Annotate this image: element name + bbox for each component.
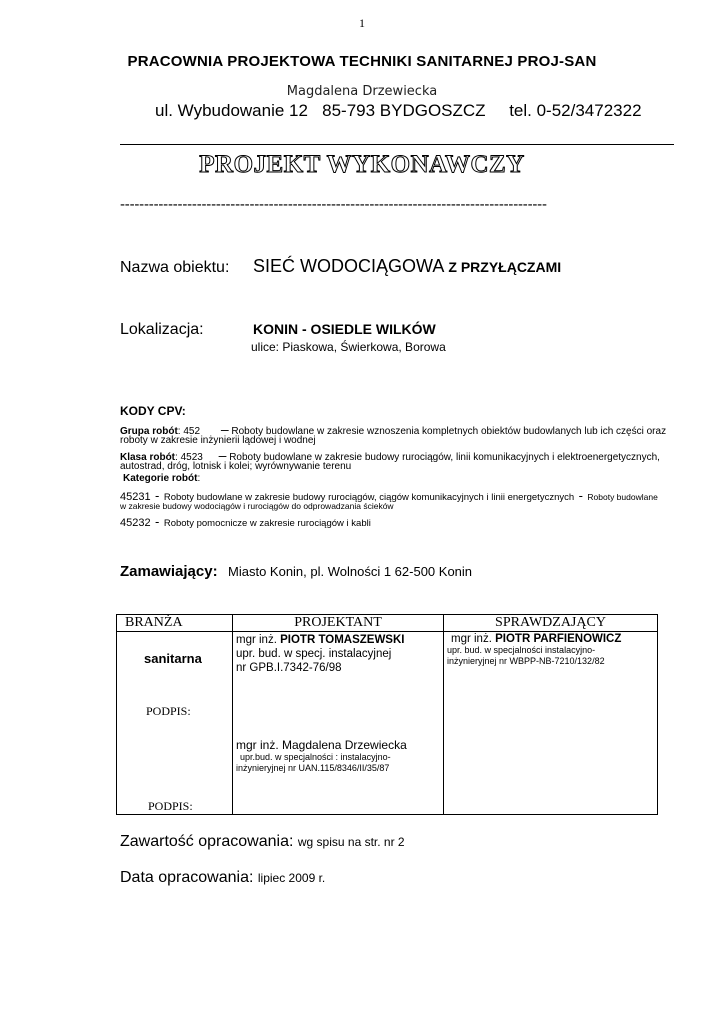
- table-header-row: [117, 615, 658, 632]
- cpv-item2-dash: -: [155, 514, 160, 529]
- city: 85-793 BYDGOSZCZ: [322, 101, 486, 120]
- cpv-group-desc-1: Roboty budowlane w zakresie wznoszenia kompletnych obiektów budowlanych lub ich części oraz: [231, 426, 667, 437]
- cpv-group-desc-2: roboty w zakresie inżynierii lądowej i wodnej: [120, 435, 316, 446]
- client: [120, 563, 472, 581]
- branch-cell: [117, 632, 233, 815]
- table-body-row: [117, 632, 658, 815]
- checker-1: [447, 633, 621, 667]
- designer-1-prefix: mgr inż.: [236, 634, 277, 646]
- cpv-item-45232: [120, 513, 371, 531]
- phone: tel. 0-52/3472322: [509, 101, 642, 120]
- date-value: lipiec 2009 r.: [257, 871, 326, 885]
- checker-1-name: PIOTR PARFIENOWICZ: [495, 633, 622, 645]
- location-label: Lokalizacja:: [120, 321, 204, 338]
- cpv-item1-desc: Roboty budowlane w zakresie budowy rurociągów, ciągów komunikacyjnych i linii energetycznych: [163, 492, 575, 503]
- signature-label-1: PODPIS:: [146, 704, 191, 718]
- page-number: 1: [359, 16, 365, 30]
- cpv-class-dash: –: [218, 447, 227, 463]
- object-name-main: SIEĆ WODOCIĄGOWA: [253, 256, 444, 276]
- cpv-group-dash: –: [220, 421, 229, 437]
- designer-1-license: upr. bud. w specj. instalacyjnej: [236, 648, 392, 660]
- client-colon: :: [212, 563, 218, 580]
- date-label: Data opracowania:: [120, 869, 254, 886]
- header-branch: BRANŻA: [117, 615, 233, 632]
- cpv-item1-dash2: -: [578, 488, 583, 503]
- designer-2-number: inżynieryjnej nr UAN.115/8346/II/35/87: [236, 763, 390, 773]
- cpv-categories-colon: :: [197, 473, 201, 484]
- object-name-suffix: Z PRZYŁĄCZAMI: [448, 259, 562, 275]
- cpv-title: KODY CPV:: [120, 404, 186, 418]
- designer-2-name: mgr inż. Magdalena Drzewiecka: [236, 738, 407, 752]
- branch-name: sanitarna: [144, 651, 202, 666]
- object-name: [253, 256, 561, 277]
- location-streets: ulice: Piaskowa, Świerkowa, Borowa: [251, 340, 446, 354]
- cpv-item1-desc2b: w zakresie budowy wodociągów i rurociągów do odprowadzania ścieków: [120, 501, 394, 511]
- street: ul. Wybudowanie 12: [155, 101, 308, 120]
- cpv-class-desc-1: Roboty budowlane w zakresie budowy rurociągów, linii komunikacyjnych i elektroenergetycznych,: [229, 452, 660, 463]
- cpv-class-label: Klasa robót: [120, 452, 176, 463]
- designer-1-name: PIOTR TOMASZEWSKI: [280, 634, 405, 646]
- cpv-categories-label: Kategorie robót: [123, 473, 198, 484]
- designer-2: [236, 738, 407, 774]
- cpv-item1-dash: -: [155, 488, 160, 503]
- dashed-divider: -----------------------------------------------------------------------------------------: [120, 196, 547, 213]
- checker-1-license: upr. bud. w specjalności instalacyjno-: [447, 645, 596, 655]
- cpv-item1-desc2a: Roboty budowlane: [587, 492, 658, 502]
- designer-cell: [233, 632, 444, 815]
- cpv-item2-code: 45232: [120, 517, 151, 529]
- header-checker: SPRAWDZAJĄCY: [444, 615, 658, 632]
- header-designer: PROJEKTANT: [233, 615, 444, 632]
- checker-1-prefix: mgr inż.: [451, 633, 492, 645]
- contents: [120, 833, 405, 851]
- checker-cell: [444, 632, 658, 815]
- client-label: Zamawiający: [120, 563, 213, 580]
- document-title: PROJEKT WYKONAWCZY: [199, 151, 525, 178]
- firm-address: [155, 101, 642, 121]
- contents-label: Zawartość opracowania:: [120, 833, 294, 850]
- signature-label-2: PODPIS:: [148, 799, 193, 813]
- cpv-group-code: : 452: [177, 426, 201, 437]
- firm-name: PRACOWNIA PROJEKTOWA TECHNIKI SANITARNEJ PROJ-SAN: [127, 53, 597, 70]
- designer-name: Magdalena Drzewiecka: [286, 84, 438, 99]
- cpv-item1-code: 45231: [120, 491, 151, 503]
- designer-1-number: nr GPB.I.7342-76/98: [236, 662, 342, 674]
- cpv-group-label: Grupa robót: [120, 426, 178, 437]
- cpv-item2-desc: Roboty pomocnicze w zakresie rurociągów i kabli: [163, 518, 371, 529]
- date: [120, 869, 325, 887]
- cpv-categories: [123, 473, 200, 484]
- signature-table: [116, 614, 658, 815]
- designer-2-license: upr.bud. w specjalności : instalacyjno-: [240, 752, 391, 762]
- checker-1-number: inżynieryjnej nr WBPP-NB-7210/132/82: [447, 656, 605, 666]
- location-main: KONIN - OSIEDLE WILKÓW: [253, 321, 436, 337]
- cpv-class-desc-2: autostrad, dróg, lotnisk i kolei; wyrównywanie terenu: [120, 461, 352, 472]
- cpv-class-code: : 4523: [175, 452, 203, 463]
- client-value: Miasto Konin, pl. Wolności 1 62-500 Konin: [228, 564, 473, 579]
- object-label: Nazwa obiektu:: [120, 259, 230, 276]
- designer-1: [236, 633, 404, 675]
- contents-value: wg spisu na str. nr 2: [297, 835, 405, 849]
- header-divider: [120, 144, 674, 145]
